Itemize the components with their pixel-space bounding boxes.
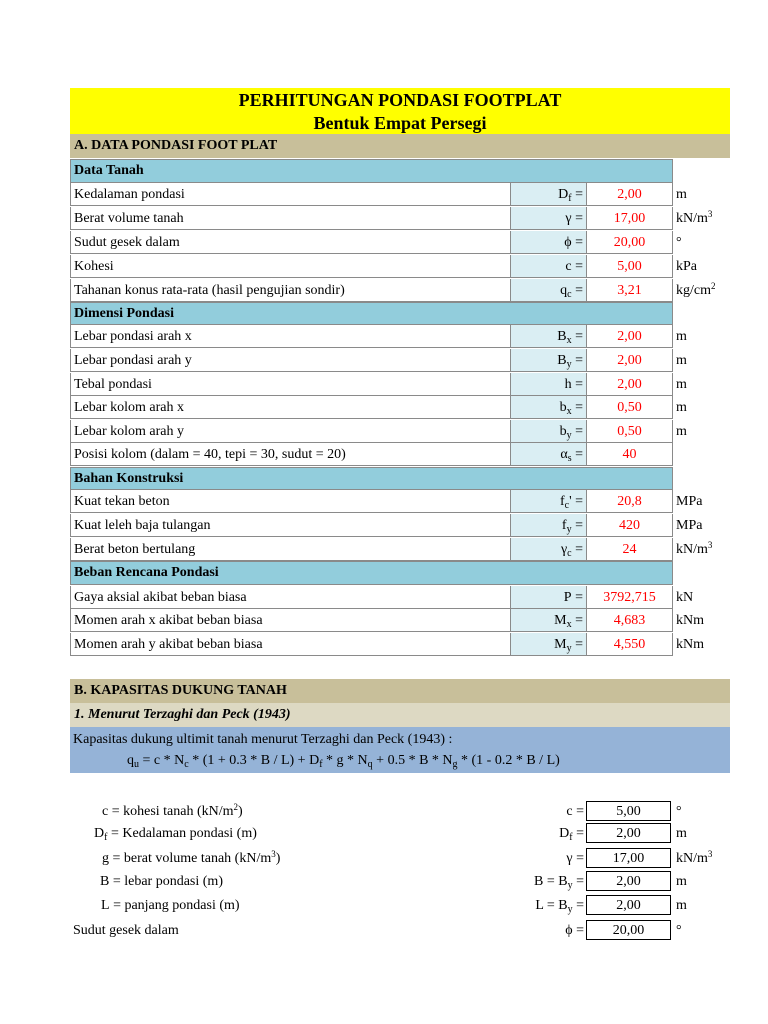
row-value[interactable]: 20,8 [587, 490, 673, 513]
data-row [70, 420, 730, 443]
row-value[interactable]: 5,00 [587, 255, 673, 278]
row-value[interactable]: 420 [587, 514, 673, 537]
data-row [70, 183, 730, 206]
data-row [70, 231, 730, 254]
data-row [70, 514, 730, 537]
param-symbol: $B = B_y$ = [534, 874, 584, 891]
param-description: $D_f$ = Kedalaman pondasi (m) [94, 826, 257, 843]
row-value[interactable]: 2,00 [587, 325, 673, 348]
row-label: Kedalaman pondasi [70, 183, 511, 206]
group-header-dimensi-pondasi: Dimensi Pondasi [70, 302, 673, 325]
param-row [0, 822, 768, 845]
param-unit: m [676, 874, 687, 889]
param-symbol: $D_f$ = [559, 826, 584, 843]
param-unit: ° [676, 804, 682, 819]
row-value[interactable]: 3,21 [587, 279, 673, 302]
row-value[interactable]: 0,50 [587, 396, 673, 419]
row-symbol: ϕ = [511, 231, 587, 254]
row-symbol: $\gamma_c$ = [511, 538, 587, 561]
param-row [0, 800, 768, 823]
row-unit: kN [676, 590, 694, 605]
data-row [70, 538, 730, 561]
data-row [70, 396, 730, 419]
param-value[interactable]: 5,00 [586, 801, 671, 821]
row-symbol: $b_x$ = [511, 396, 587, 419]
section-a-header: A. DATA PONDASI FOOT PLAT [70, 134, 730, 158]
param-row [0, 894, 768, 917]
row-label: Lebar kolom arah y [70, 420, 511, 443]
param-unit: ° [676, 923, 682, 938]
row-label: Kohesi [70, 255, 511, 278]
data-row [70, 443, 730, 466]
param-symbol: $L = B_y$ = [535, 898, 584, 915]
param-description: L = panjang pondasi (m) [101, 898, 240, 913]
group-header-data-tanah: Data Tanah [70, 159, 673, 183]
param-value[interactable]: 17,00 [586, 848, 671, 868]
row-unit: MPa [676, 518, 703, 533]
row-value[interactable]: 3792,715 [587, 586, 673, 609]
param-description: c = kohesi tanah $(kN/m^2)$ [102, 802, 243, 819]
row-label: Lebar kolom arah x [70, 396, 511, 419]
param-description: Sudut gesek dalam [73, 923, 179, 938]
row-label: Posisi kolom (dalam = 40, tepi = 30, sudut = 20) [70, 443, 511, 466]
data-row [70, 279, 730, 302]
row-symbol: γ = [511, 207, 587, 230]
group-header-beban-rencana: Beban Rencana Pondasi [70, 561, 673, 585]
row-label: Kuat tekan beton [70, 490, 511, 513]
row-label: Momen arah y akibat beban biasa [70, 633, 511, 656]
row-value[interactable]: 0,50 [587, 420, 673, 443]
param-description: g = berat volume tanah $(kN/m^3)$ [102, 849, 281, 866]
method-heading: 1. Menurut Terzaghi dan Peck (1943) [70, 703, 730, 727]
row-symbol: $\alpha_s$ = [511, 443, 587, 466]
row-unit: m [676, 353, 687, 368]
row-unit: kNm [676, 613, 704, 628]
data-row [70, 325, 730, 348]
row-symbol: P = [511, 586, 587, 609]
row-label: Berat volume tanah [70, 207, 511, 230]
row-unit: $kN/m^3$ [676, 540, 713, 557]
title-band [70, 88, 730, 134]
row-label: Lebar pondasi arah x [70, 325, 511, 348]
row-symbol: $M_y$ = [511, 633, 587, 656]
section-b-header: B. KAPASITAS DUKUNG TANAH [70, 679, 730, 703]
data-row [70, 373, 730, 396]
row-unit: $kg/cm^2$ [676, 281, 716, 298]
row-symbol: c = [511, 255, 587, 278]
param-symbol: ϕ = [565, 923, 584, 938]
param-value[interactable]: 2,00 [586, 895, 671, 915]
page-title: PERHITUNGAN PONDASI FOOTPLAT [238, 90, 562, 110]
page-subtitle: Bentuk Empat Persegi [313, 113, 487, 133]
data-row [70, 207, 730, 230]
param-value[interactable]: 2,00 [586, 823, 671, 843]
group-header-bahan-konstruksi: Bahan Konstruksi [70, 467, 673, 490]
row-value[interactable]: 4,683 [587, 609, 673, 632]
data-row [70, 586, 730, 609]
row-symbol: $f_y$ = [511, 514, 587, 537]
row-unit: kNm [676, 637, 704, 652]
row-value[interactable]: 4,550 [587, 633, 673, 656]
row-value[interactable]: 2,00 [587, 183, 673, 206]
data-row [70, 633, 730, 656]
row-unit: m [676, 377, 687, 392]
row-symbol: $b_y$ = [511, 420, 587, 443]
row-value[interactable]: 17,00 [587, 207, 673, 230]
row-unit: m [676, 187, 687, 202]
param-description: B = lebar pondasi (m) [100, 874, 223, 889]
row-unit: MPa [676, 494, 703, 509]
data-row [70, 349, 730, 372]
row-symbol: $B_y$ = [511, 349, 587, 372]
row-symbol: $D_f$ = [511, 183, 587, 206]
param-unit: m [676, 826, 687, 841]
formula-box [70, 727, 730, 773]
row-label: Tahanan konus rata-rata (hasil pengujian sondir) [70, 279, 511, 302]
row-value[interactable]: 2,00 [587, 349, 673, 372]
row-symbol: $f_c'$ = [511, 490, 587, 513]
row-unit [676, 443, 736, 466]
row-value[interactable]: 24 [587, 538, 673, 561]
row-symbol: $B_x$ = [511, 325, 587, 348]
row-value[interactable]: 2,00 [587, 373, 673, 396]
formula-intro: Kapasitas dukung ultimit tanah menurut Terzaghi dan Peck (1943) : [73, 732, 453, 747]
row-value[interactable]: 20,00 [587, 231, 673, 254]
row-unit: kPa [676, 259, 697, 274]
row-label: Kuat leleh baja tulangan [70, 514, 511, 537]
row-label: Sudut gesek dalam [70, 231, 511, 254]
param-symbol: γ = [566, 851, 584, 866]
row-label: Berat beton bertulang [70, 538, 511, 561]
param-symbol: c = [566, 804, 584, 819]
data-row [70, 490, 730, 513]
row-label: Momen arah x akibat beban biasa [70, 609, 511, 632]
param-value[interactable]: 2,00 [586, 871, 671, 891]
row-unit: ° [676, 235, 682, 250]
row-symbol: $M_x$ = [511, 609, 587, 632]
data-row [70, 255, 730, 278]
row-label: Tebal pondasi [70, 373, 511, 396]
param-row [0, 847, 768, 870]
row-unit: m [676, 424, 687, 439]
row-symbol: h = [511, 373, 587, 396]
data-row [70, 609, 730, 632]
row-unit: m [676, 329, 687, 344]
row-unit: m [676, 400, 687, 415]
row-label: Lebar pondasi arah y [70, 349, 511, 372]
param-unit: m [676, 898, 687, 913]
row-value[interactable]: 40 [587, 443, 673, 466]
param-value[interactable]: 20,00 [586, 920, 671, 940]
param-unit: $kN/m^3$ [676, 849, 713, 866]
row-symbol: $q_c$ = [511, 279, 587, 302]
row-unit: $kN/m^3$ [676, 209, 713, 226]
param-row [0, 919, 768, 942]
param-row [0, 870, 768, 893]
formula: $q_u = c * N_c * (1 + 0.3 * B / L) + D_f * g * N_q + 0.5 * B * N_g * (1 - 0.2 * B / L)$ [127, 753, 560, 770]
row-label: Gaya aksial akibat beban biasa [70, 586, 511, 609]
